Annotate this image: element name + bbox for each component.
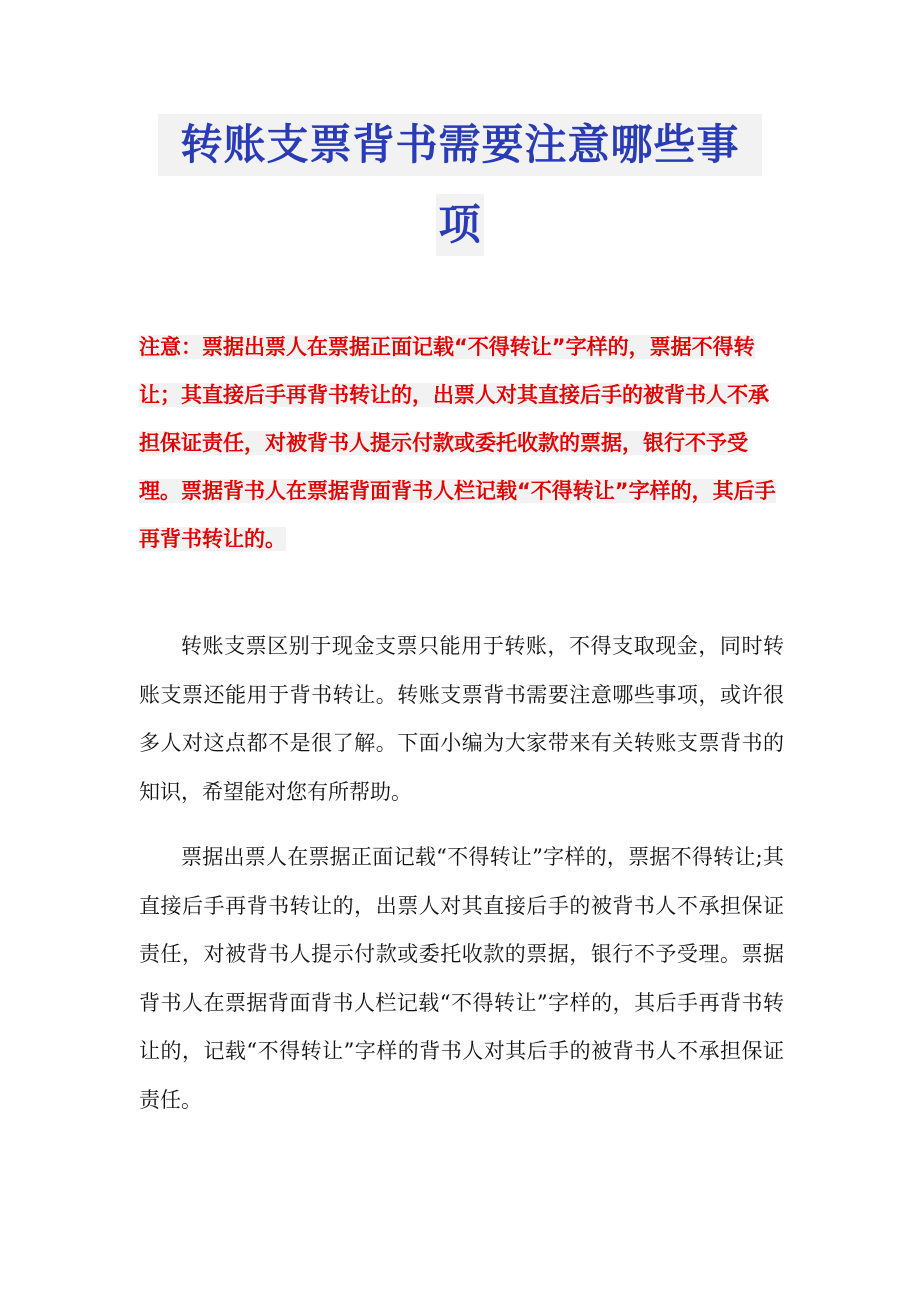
- title-line-1: 转账支票背书需要注意哪些事: [158, 114, 762, 176]
- notice-text: 注意：票据出票人在票据正面记载“不得转让”字样的，票据不得转让；其直接后手再背书转让的，出票人对其直接后手的被背书人不承担保证责任，对被背书人提示付款或委托收款的票据，银行不予受理。票据背书人在票据背面背书人栏记载“不得转让”字样的，其后手再背书转让的。: [139, 335, 776, 551]
- notice-block: [139, 323, 783, 563]
- paragraph-rules: 票据出票人在票据正面记载“不得转让”字样的，票据不得转让;其直接后手再背书转让的，出票人对其直接后手的被背书人不承担保证责任，对被背书人提示付款或委托收款的票据，银行不予受理。票据背书人在票据背面背书人栏记载“不得转让”字样的，其后手再背书转让的，记载“不得转让”字样的背书人对其后手的被背书人不承担保证责任。: [139, 845, 784, 1112]
- title-line-2: 项: [436, 194, 484, 256]
- paragraph-intro: 转账支票区别于现金支票只能用于转账，不得支取现金，同时转账支票还能用于背书转让。转账支票背书需要注意哪些事项，或许很多人对这点都不是很了解。下面小编为大家带来有关转账支票背书的知识，希望能对您有所帮助。: [139, 634, 784, 804]
